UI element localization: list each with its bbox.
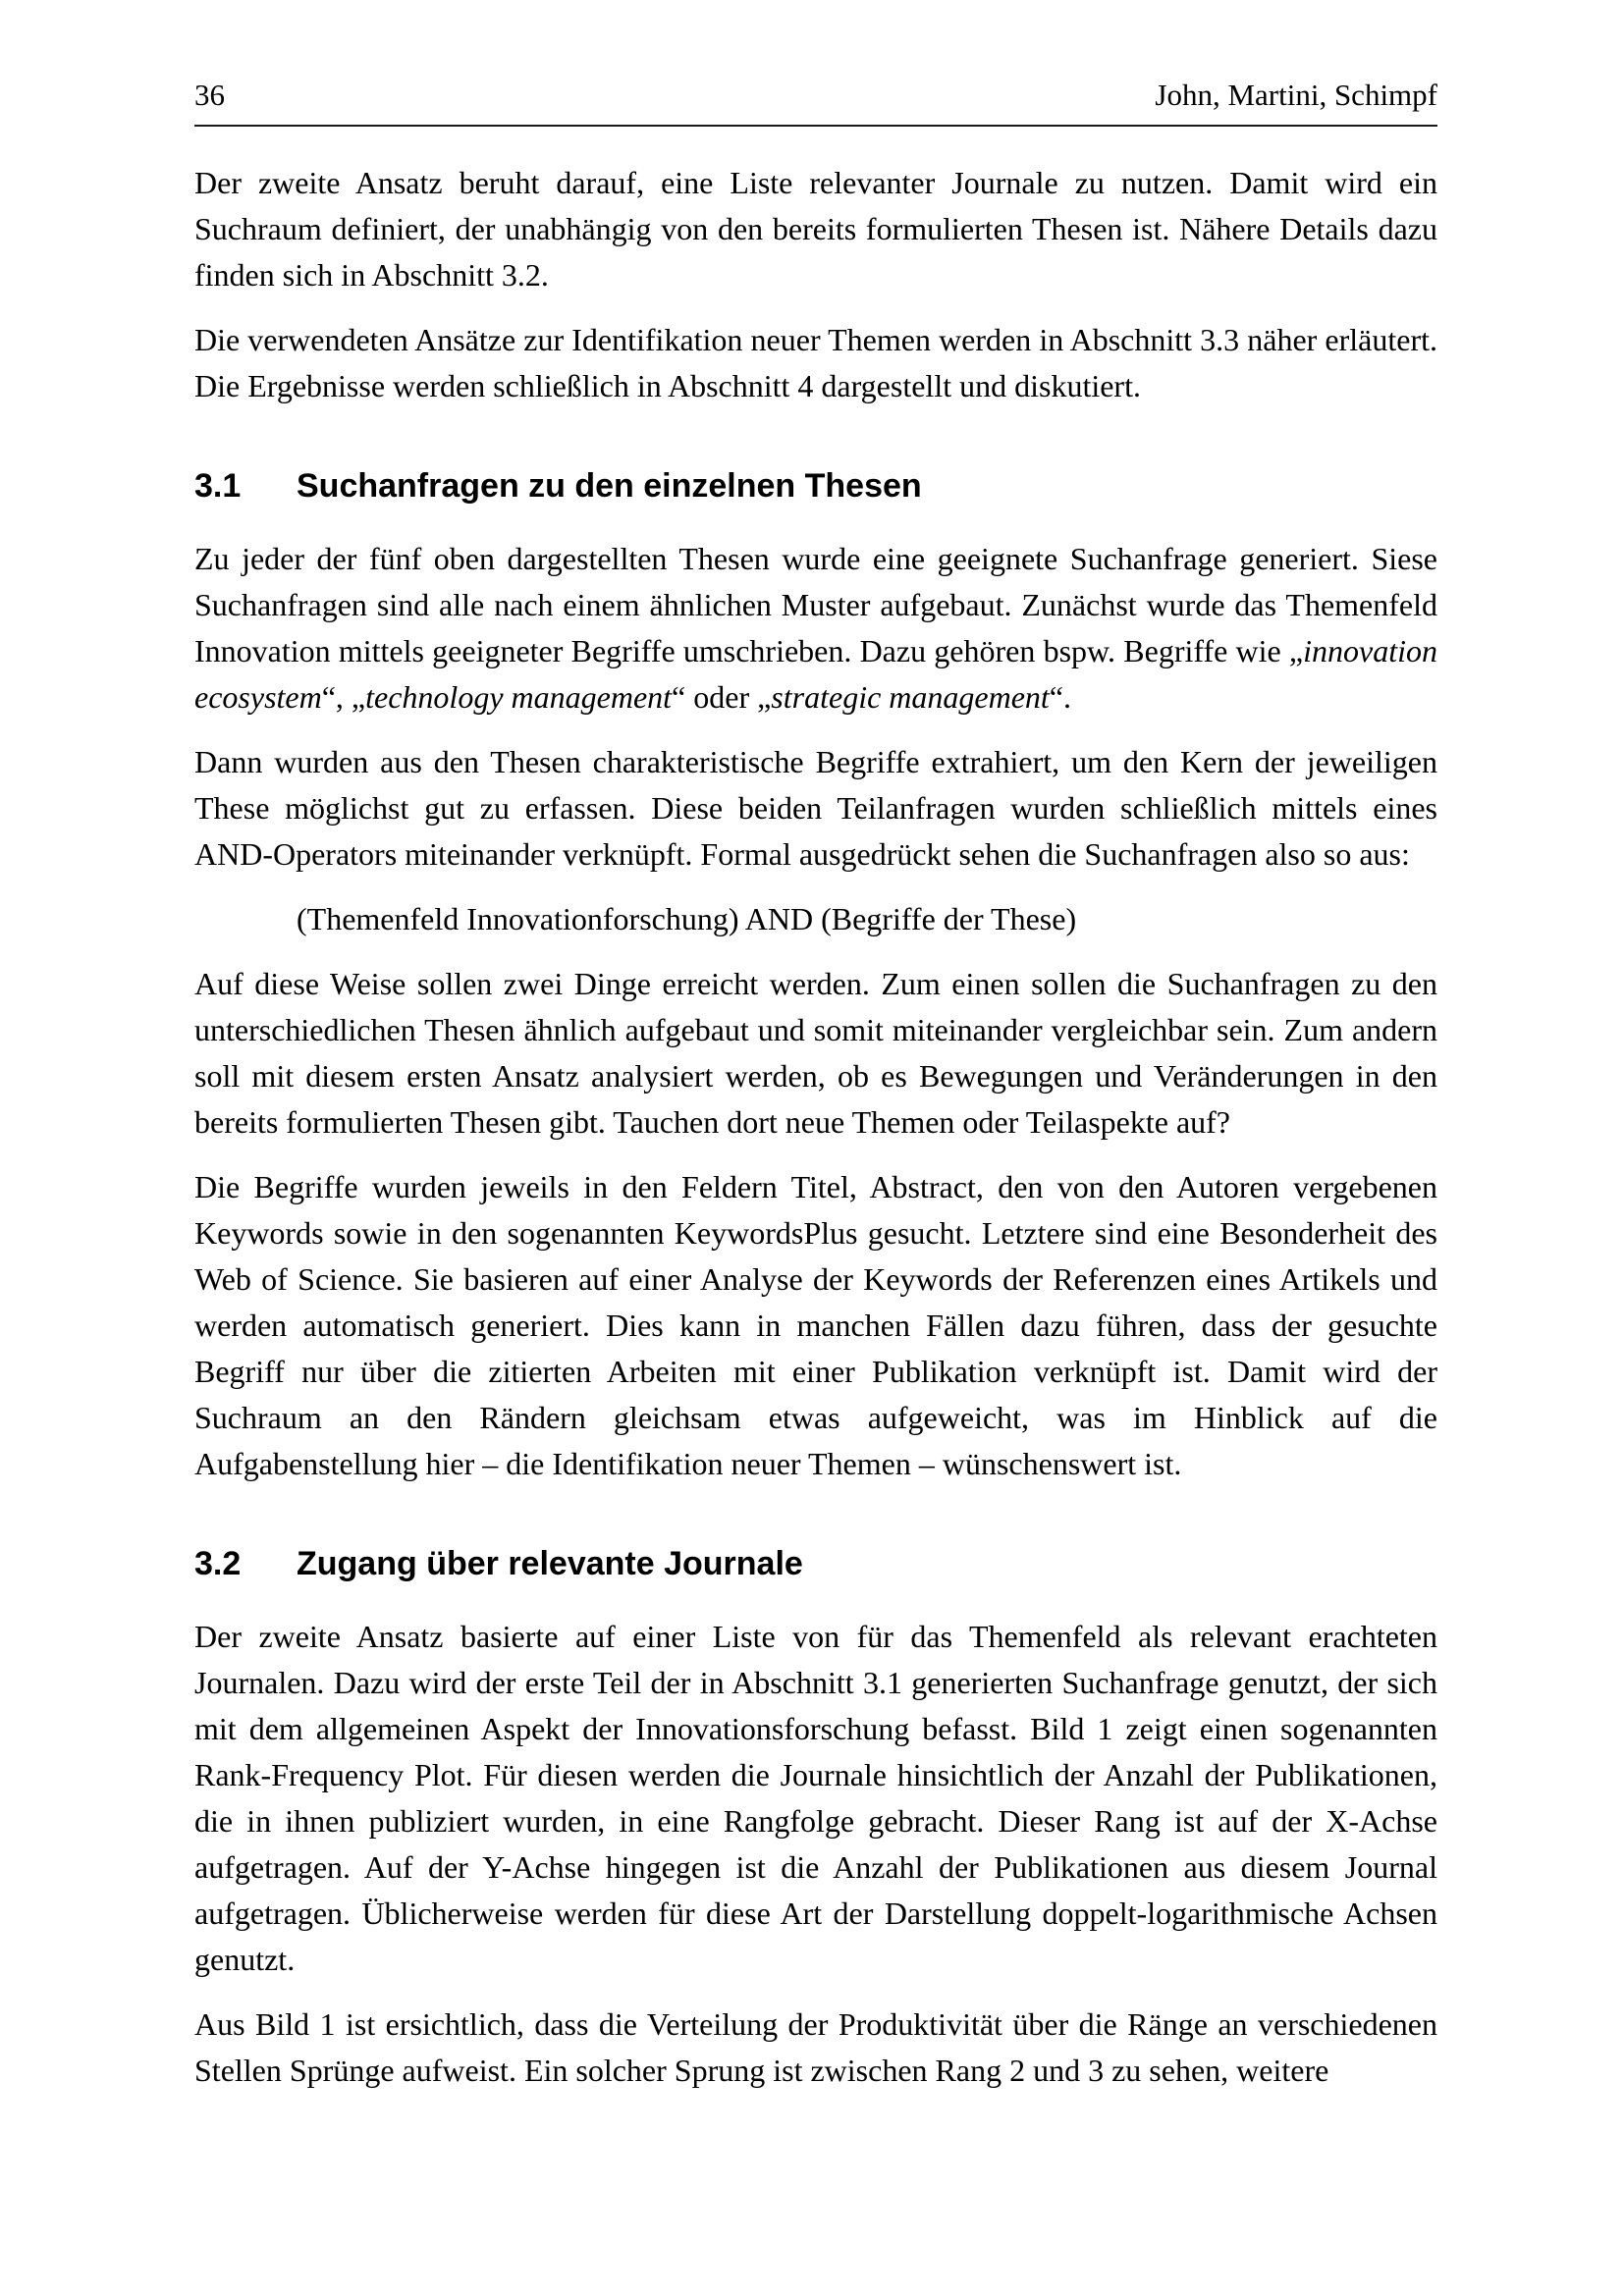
paragraph-1: Der zweite Ansatz beruht darauf, eine Liste relevanter Journale zu nutzen. Damit wird ein Suchraum definiert, der unabhängig von den bereits formulierten Thesen ist. Nähere Details dazu finden sich in Abschnitt 3.2. — [194, 165, 1437, 294]
paragraph-3-text: Zu jeder der fünf oben dargestellten Thesen wurde eine geeignete Suchanfrage generiert. Siese Suchanfragen sind alle nach einem ähnlichen Muster aufgebaut. Zunächst wurde das Themenfeld Innovation mittels geeigneter Begriffe umschrieben. Dazu gehören bspw. Begriffe wie „ — [194, 540, 1437, 668]
paragraph-3-text: “ oder „ — [672, 678, 772, 715]
section-number: 3.2 — [194, 1544, 242, 1582]
section-title: Suchanfragen zu den einzelnen Thesen — [297, 467, 922, 506]
section-title: Zugang über relevante Journale — [297, 1544, 803, 1582]
page-header — [194, 77, 1437, 125]
header-rule — [194, 125, 1437, 127]
running-head-authors: John, Martini, Schimpf — [1155, 78, 1437, 112]
paragraph-3 — [194, 536, 1437, 721]
italic-term-strategic-management: strategic management — [771, 678, 1050, 715]
paragraph-4: Dann wurden aus den Thesen charakteristische Begriffe extrahiert, um den Kern der jeweiligen These möglichst gut zu erfassen. Diese beiden Teilanfragen wurden schließlich mittels eines AND-Operators miteinander verknüpft. Formal ausgedrückt sehen die Suchanfragen also so aus: — [194, 743, 1437, 872]
italic-term-technology-management: technology management — [365, 678, 673, 715]
section-heading-3-2 — [194, 1544, 1437, 1584]
paragraph-3-text: “. — [1049, 678, 1071, 715]
section-number: 3.1 — [194, 467, 242, 506]
paragraph-6: Die Begriffe wurden jeweils in den Feldern Titel, Abstract, den von den Autoren vergebenen Keywords sowie in den sogenannten KeywordsPlus gesucht. Letztere sind eine Besonderheit des Web of Science. Sie basieren auf einer Analyse der Keywords der Referenzen eines Artikels und werden automatisch generiert. Dies kann in manchen Fällen dazu führen, dass der gesuchte Begriff nur über die zitierten Arbeiten mit einer Publikation verknüpft ist. Damit wird der Suchraum an den Rändern gleichsam etwas aufgeweicht, was im Hinblick auf die Aufgabenstellung hier – die Identifikation neuer Themen – wünschenswert ist. — [194, 1168, 1437, 1481]
page-body — [194, 160, 1437, 2094]
search-query-formula: (Themenfeld Innovationforschung) AND (Begriffe der These) — [297, 900, 1077, 936]
paragraph-5: Auf diese Weise sollen zwei Dinge erreicht werden. Zum einen sollen die Suchanfragen zu den unterschiedlichen Thesen ähnlich aufgebaut und somit miteinander vergleichbar sein. Zum andern soll mit diesem ersten Ansatz analysiert werden, ob es Bewegungen und Veränderungen in den bereits formulierten Thesen gibt. Tauchen dort neue Themen oder Teilaspekte auf? — [194, 965, 1437, 1140]
paragraph-3-text: “, „ — [321, 678, 366, 715]
paragraph-2: Die verwendeten Ansätze zur Identifikation neuer Themen werden in Abschnitt 3.3 näher erläutert. Die Ergebnisse werden schließlich in Abschnitt 4 dargestellt und diskutiert. — [194, 322, 1437, 404]
page-number: 36 — [194, 78, 225, 112]
paragraph-8: Aus Bild 1 ist ersichtlich, dass die Verteilung der Produktivität über die Ränge an verschiedenen Stellen Sprünge aufweist. Ein solcher Sprung ist zwischen Rang 2 und 3 zu sehen, weitere — [194, 2005, 1437, 2088]
section-heading-3-1 — [194, 466, 1437, 507]
paragraph-7: Der zweite Ansatz basierte auf einer Liste von für das Themenfeld als relevant erachteten Journalen. Dazu wird der erste Teil der in Abschnitt 3.1 generierten Suchanfrage genutzt, der sich mit dem allgemeinen Aspekt der Innovationsforschung befasst. Bild 1 zeigt einen sogenannten Rank-Frequency Plot. Für diesen werden die Journale hinsichtlich der Anzahl der Publikationen, die in ihnen publiziert wurden, in eine Rangfolge gebracht. Dieser Rang ist auf der X-Achse aufgetragen. Auf der Y-Achse hingegen ist die Anzahl der Publikationen aus diesem Journal aufgetragen. Üblicherweise werden für diese Art der Darstellung doppelt-logarithmische Achsen genutzt. — [194, 1618, 1437, 1977]
italic-term-innovation-ecosystem: innovation ecosystem — [194, 632, 1437, 715]
